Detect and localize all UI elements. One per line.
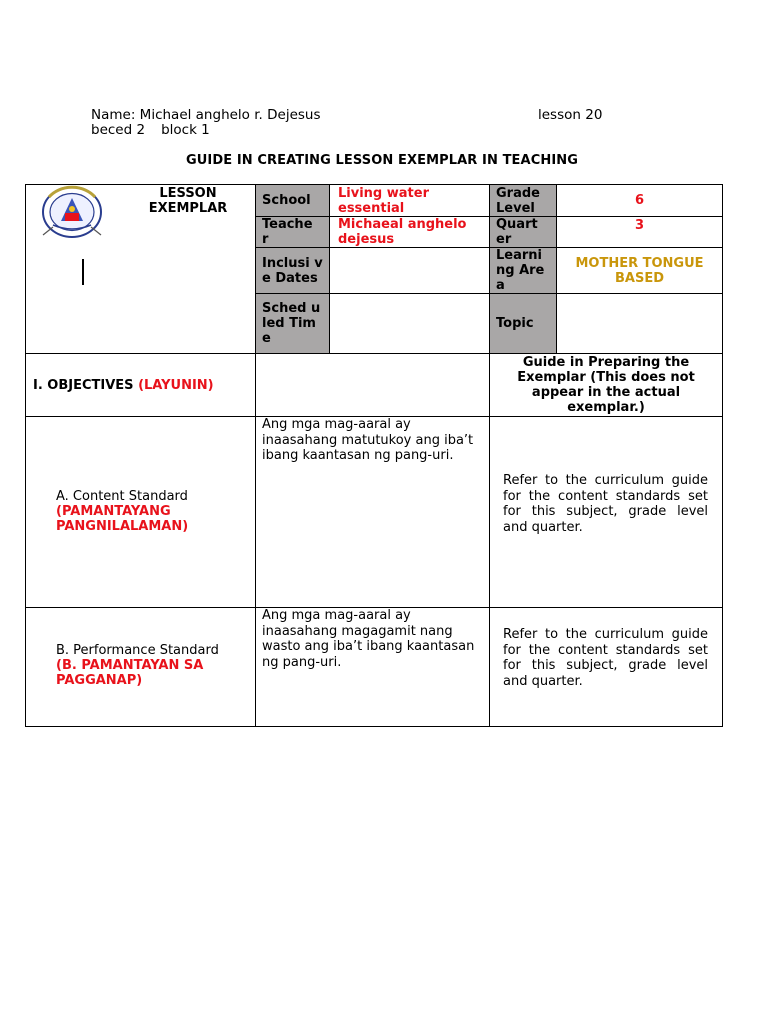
topic-value [556,293,723,354]
area-label-text: Learni ng Area [496,248,545,293]
teacher-label-text: Teache r [262,217,313,247]
performance-standard-guide [489,607,723,727]
content-standard-content-text: Ang mga mag-aaral ay inaasahang matutukoy ang iba’t ibang kaantasan ng pang-uri. [262,417,474,463]
guide-header [489,353,723,417]
dates-value [329,247,490,294]
area-label [489,247,557,294]
performance-standard-text: B. Performance Standard [56,643,219,658]
quarter-label [489,216,557,248]
student-name: Name: Michael anghelo r. Dejesus [91,107,321,123]
grade-label-text: Grade Level [496,185,540,216]
block: block 1 [161,122,210,138]
grade-value-text: 6 [634,193,645,208]
teacher-value [329,216,490,248]
performance-standard-content-text: Ang mga mag-aaral ay inaasahang magagamit nang wasto ang iba’t ibang kaantasan ng pang-uri. [262,608,475,670]
dates-label-text: Inclusi ve Dates [262,255,323,286]
objectives-content [255,353,490,417]
dates-label [255,247,330,294]
objectives-label [25,353,256,417]
quarter-value [556,216,723,248]
performance-standard-content [255,607,490,727]
exemplar-label: EXEMPLAR [148,201,228,216]
performance-standard-guide-text: Refer to the curriculum guide for the content standards set for this subject, grade level and quarter. [503,627,708,689]
document-title: GUIDE IN CREATING LESSON EXEMPLAR IN TEACHING [185,153,579,168]
performance-standard-label [25,607,256,727]
course-block [91,123,210,138]
content-standard-guide-text: Refer to the curriculum guide for the content standards set for this subject, grade level and quarter. [503,473,708,535]
teacher-label [255,216,330,248]
school-value-text: Living water essential [338,185,429,216]
teacher-value-text: Michaeal anghelo dejesus [338,217,467,247]
content-standard-guide [489,416,723,608]
topic-label [489,293,557,354]
lesson-exemplar-table [25,184,723,727]
guide-header-text: Guide in Preparing the Exemplar (This does not appear in the actual exemplar.) [517,355,695,415]
objectives-label-red: (LAYUNIN) [138,377,214,393]
lesson-number: lesson 20 [538,107,603,123]
quarter-label-text: Quart er [496,217,538,247]
lesson-label: LESSON [159,186,217,201]
topic-label-text: Topic [496,316,534,331]
grade-label [489,184,557,217]
area-value-text: MOTHER TONGUE BASED [575,255,704,286]
school-label-text: School [262,193,311,208]
time-label [255,293,330,354]
grade-value [556,184,723,217]
lesson-exemplar-cell [25,184,256,354]
content-standard-red: (PAMANTAYANG PANGNILALAMAN) [56,504,189,534]
vertical-mark [82,259,84,285]
content-standard-text: A. Content Standard [56,489,188,504]
time-label-text: Sched uled Time [262,301,321,346]
performance-standard-red: (B. PAMANTAYAN SA PAGGANAP) [56,658,204,688]
school-value [329,184,490,217]
time-value [329,293,490,354]
area-value [556,247,723,294]
course: beced 2 [91,122,146,138]
content-standard-content [255,416,490,608]
quarter-value-text: 3 [634,218,645,233]
lesson-exemplar-label [126,186,250,216]
content-standard-label [25,416,256,608]
school-label [255,184,330,217]
objectives-label-text: I. OBJECTIVES [33,377,139,393]
deped-seal-icon [39,185,105,241]
